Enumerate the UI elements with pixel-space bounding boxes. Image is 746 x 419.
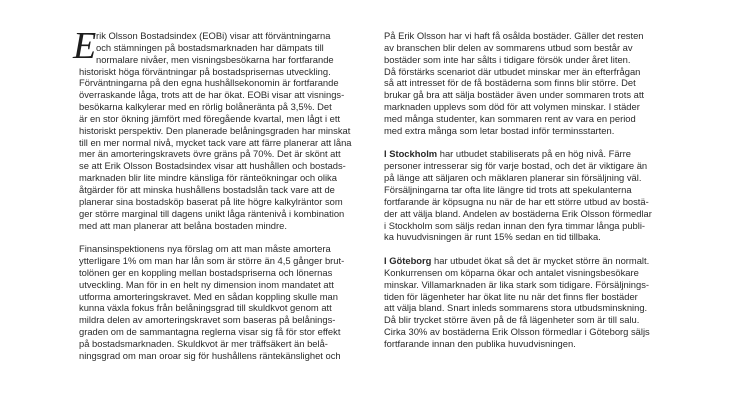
left-column xyxy=(73,25,367,362)
text-line: På Erik Olsson har vi haft få osålda bostäder. Gäller det resten xyxy=(384,30,644,41)
right-column xyxy=(384,30,674,350)
text-line: och stämningen på bostadsmarknaden har dämpats till xyxy=(96,41,324,53)
text-line: Då blir trycket större även på de få lägenheter som är till salu. xyxy=(384,314,640,326)
text-line: Då förstärks scenariot där utbudet minskar mer än efterfrågan xyxy=(384,65,641,77)
text-line: utforma amorteringskravet. Med en sådan koppling skulle man xyxy=(79,290,338,302)
text-line: ger större marginal till dagens unikt låga räntenivå i kombination xyxy=(79,207,345,219)
erik-olsson-paragraph xyxy=(384,30,674,137)
text-line: på länge att säljaren och mäklaren planerar sin försäljning väl. xyxy=(384,172,642,184)
text-line: så att intresset för de få bostäderna som finns blir större. Det xyxy=(384,77,636,89)
text-line: av branschen blir delen av sommarens utbud som består av xyxy=(384,41,633,53)
text-line: rik Olsson Bostadsindex (EOBi) visar att förväntningarna xyxy=(96,30,331,41)
text-line xyxy=(384,148,674,160)
text-line: Finansinspektionens nya förslag om att man måste amortera xyxy=(79,243,331,255)
text-line: besökarna kalkylerar med en rörlig bolåneränta på 3,5%. Det xyxy=(79,101,332,113)
text-line: marknaden blir lite mindre känsliga för ränteökningar och olika xyxy=(79,172,337,184)
text-line xyxy=(384,255,674,267)
text-line: Förväntningarna på den egna hushållsekonomin är fortfarande xyxy=(79,77,339,89)
text-line: till en mer normal nivå, mycket tack vare att färre planerar att låna xyxy=(79,136,352,148)
text-line: är en stor ökning jämfört med föregående kvartal, men lågt i ett xyxy=(79,112,341,124)
text-line: graden om de sammantagna reglerna visar sig få för stor effekt xyxy=(79,326,341,338)
text-line: med många studenter, kan sommaren rent av vara en period xyxy=(384,112,636,124)
text-line: åtgärder för att minska hushållens bostadslån tack vare att de xyxy=(79,183,335,195)
text-line: marknaden upplevs som död för att volymen minskar. I städer xyxy=(384,101,640,113)
text-line: historiskt höga förväntningar på bostadsprisernas utveckling. xyxy=(79,65,331,77)
text-line: med att man planerar att belåna bostaden mindre. xyxy=(79,219,287,231)
city-heading-stockholm: I Stockholm xyxy=(384,148,438,160)
text-line: ningsgrad om man oroar sig för hushållens räntekänslighet och xyxy=(79,349,341,361)
stockholm-paragraph xyxy=(384,148,674,243)
text-line: minskar. Villamarknaden är lika stark som tidigare. Försäljnings- xyxy=(384,278,650,290)
intro-paragraph xyxy=(73,25,367,231)
text-line: mer än amorteringskravets övre gräns på 70%. Det är skönt att xyxy=(79,148,341,160)
text-line: tiden för lägenheter har ökat lite nu när det finns fler bostäder xyxy=(384,290,638,302)
text-line: der att välja bland. Andelen av bostäderna Erik Olsson förmedlar xyxy=(384,207,652,219)
text-line: fortfarande är köpsugna nu när de har ett större utbud av bostä- xyxy=(384,195,649,207)
text-line: med extra många som letar bostad inför terminsstarten. xyxy=(384,124,615,136)
text-line: personer intresserar sig för varje bostad, och det är viktigare än xyxy=(384,160,648,172)
text-fragment: har utbudet ökat så det är mycket större än normalt. xyxy=(431,255,650,267)
regulation-paragraph xyxy=(79,243,367,361)
text-line: att välja bland. Snart inleds sommarens stora utbudsminskning. xyxy=(384,302,648,314)
text-line: Cirka 30% av bostäderna Erik Olsson förmedlar i Göteborg säljs xyxy=(384,326,650,338)
text-line: ytterligare 1% om man har lån som är större än 4,5 gånger brut- xyxy=(79,255,345,267)
text-line: utveckling. Man för in en helt ny dimension inom mandatet att xyxy=(79,278,334,290)
city-heading-goteborg: I Göteborg xyxy=(384,255,432,267)
text-line: i Stockholm som säljs redan innan den fyra timmar långa publi- xyxy=(384,219,646,231)
text-line: bostäder som inte har sålts i tidigare försök under året liten. xyxy=(384,53,631,65)
text-line: Konkurrensen om köparna ökar och antalet visningsbesökare xyxy=(384,266,639,278)
text-line: historiskt perspektiv. Den planerade belåningsgraden har minskat xyxy=(79,124,351,136)
text-line: brukar gå bra att sälja bostäder även under sommaren trots att xyxy=(384,89,645,101)
text-line: ka huvudvisningen är runt 15% sedan en tid tillbaka. xyxy=(384,231,601,243)
text-line: tolönen ger en koppling mellan bostadspriserna och lönernas xyxy=(79,266,333,278)
text-line: kunna växla fokus från belåningsgrad till skuldkvot genom att xyxy=(79,302,332,314)
text-line: mildra delen av amorteringskravet som baseras på belånings- xyxy=(79,314,336,326)
text-fragment: har utbudet stabiliserats på en hög nivå. Färre xyxy=(437,148,632,160)
text-line: normalare nivåer, men visningsbesökarna har fortfarande xyxy=(96,53,334,65)
text-line: överraskande låga, trots att de har ökat. EOBi visar att visnings- xyxy=(79,89,345,101)
text-line: på bostadsmarknaden. Skuldkvot är mer träffsäkert än belå- xyxy=(79,337,328,349)
text-line: planerar sina bostadsköp baserat på lite högre kalkylräntor som xyxy=(79,195,343,207)
goteborg-paragraph xyxy=(384,255,674,350)
drop-cap: E xyxy=(73,25,97,67)
text-line: fortfarande innan den publika huvudvisningen. xyxy=(384,337,576,349)
text-line: Försäljningarna tar ofta lite längre tid trots att spekulanterna xyxy=(384,183,632,195)
text-line: se att Erik Olsson Bostadsindex visar att hushållen och bostads- xyxy=(79,160,346,172)
